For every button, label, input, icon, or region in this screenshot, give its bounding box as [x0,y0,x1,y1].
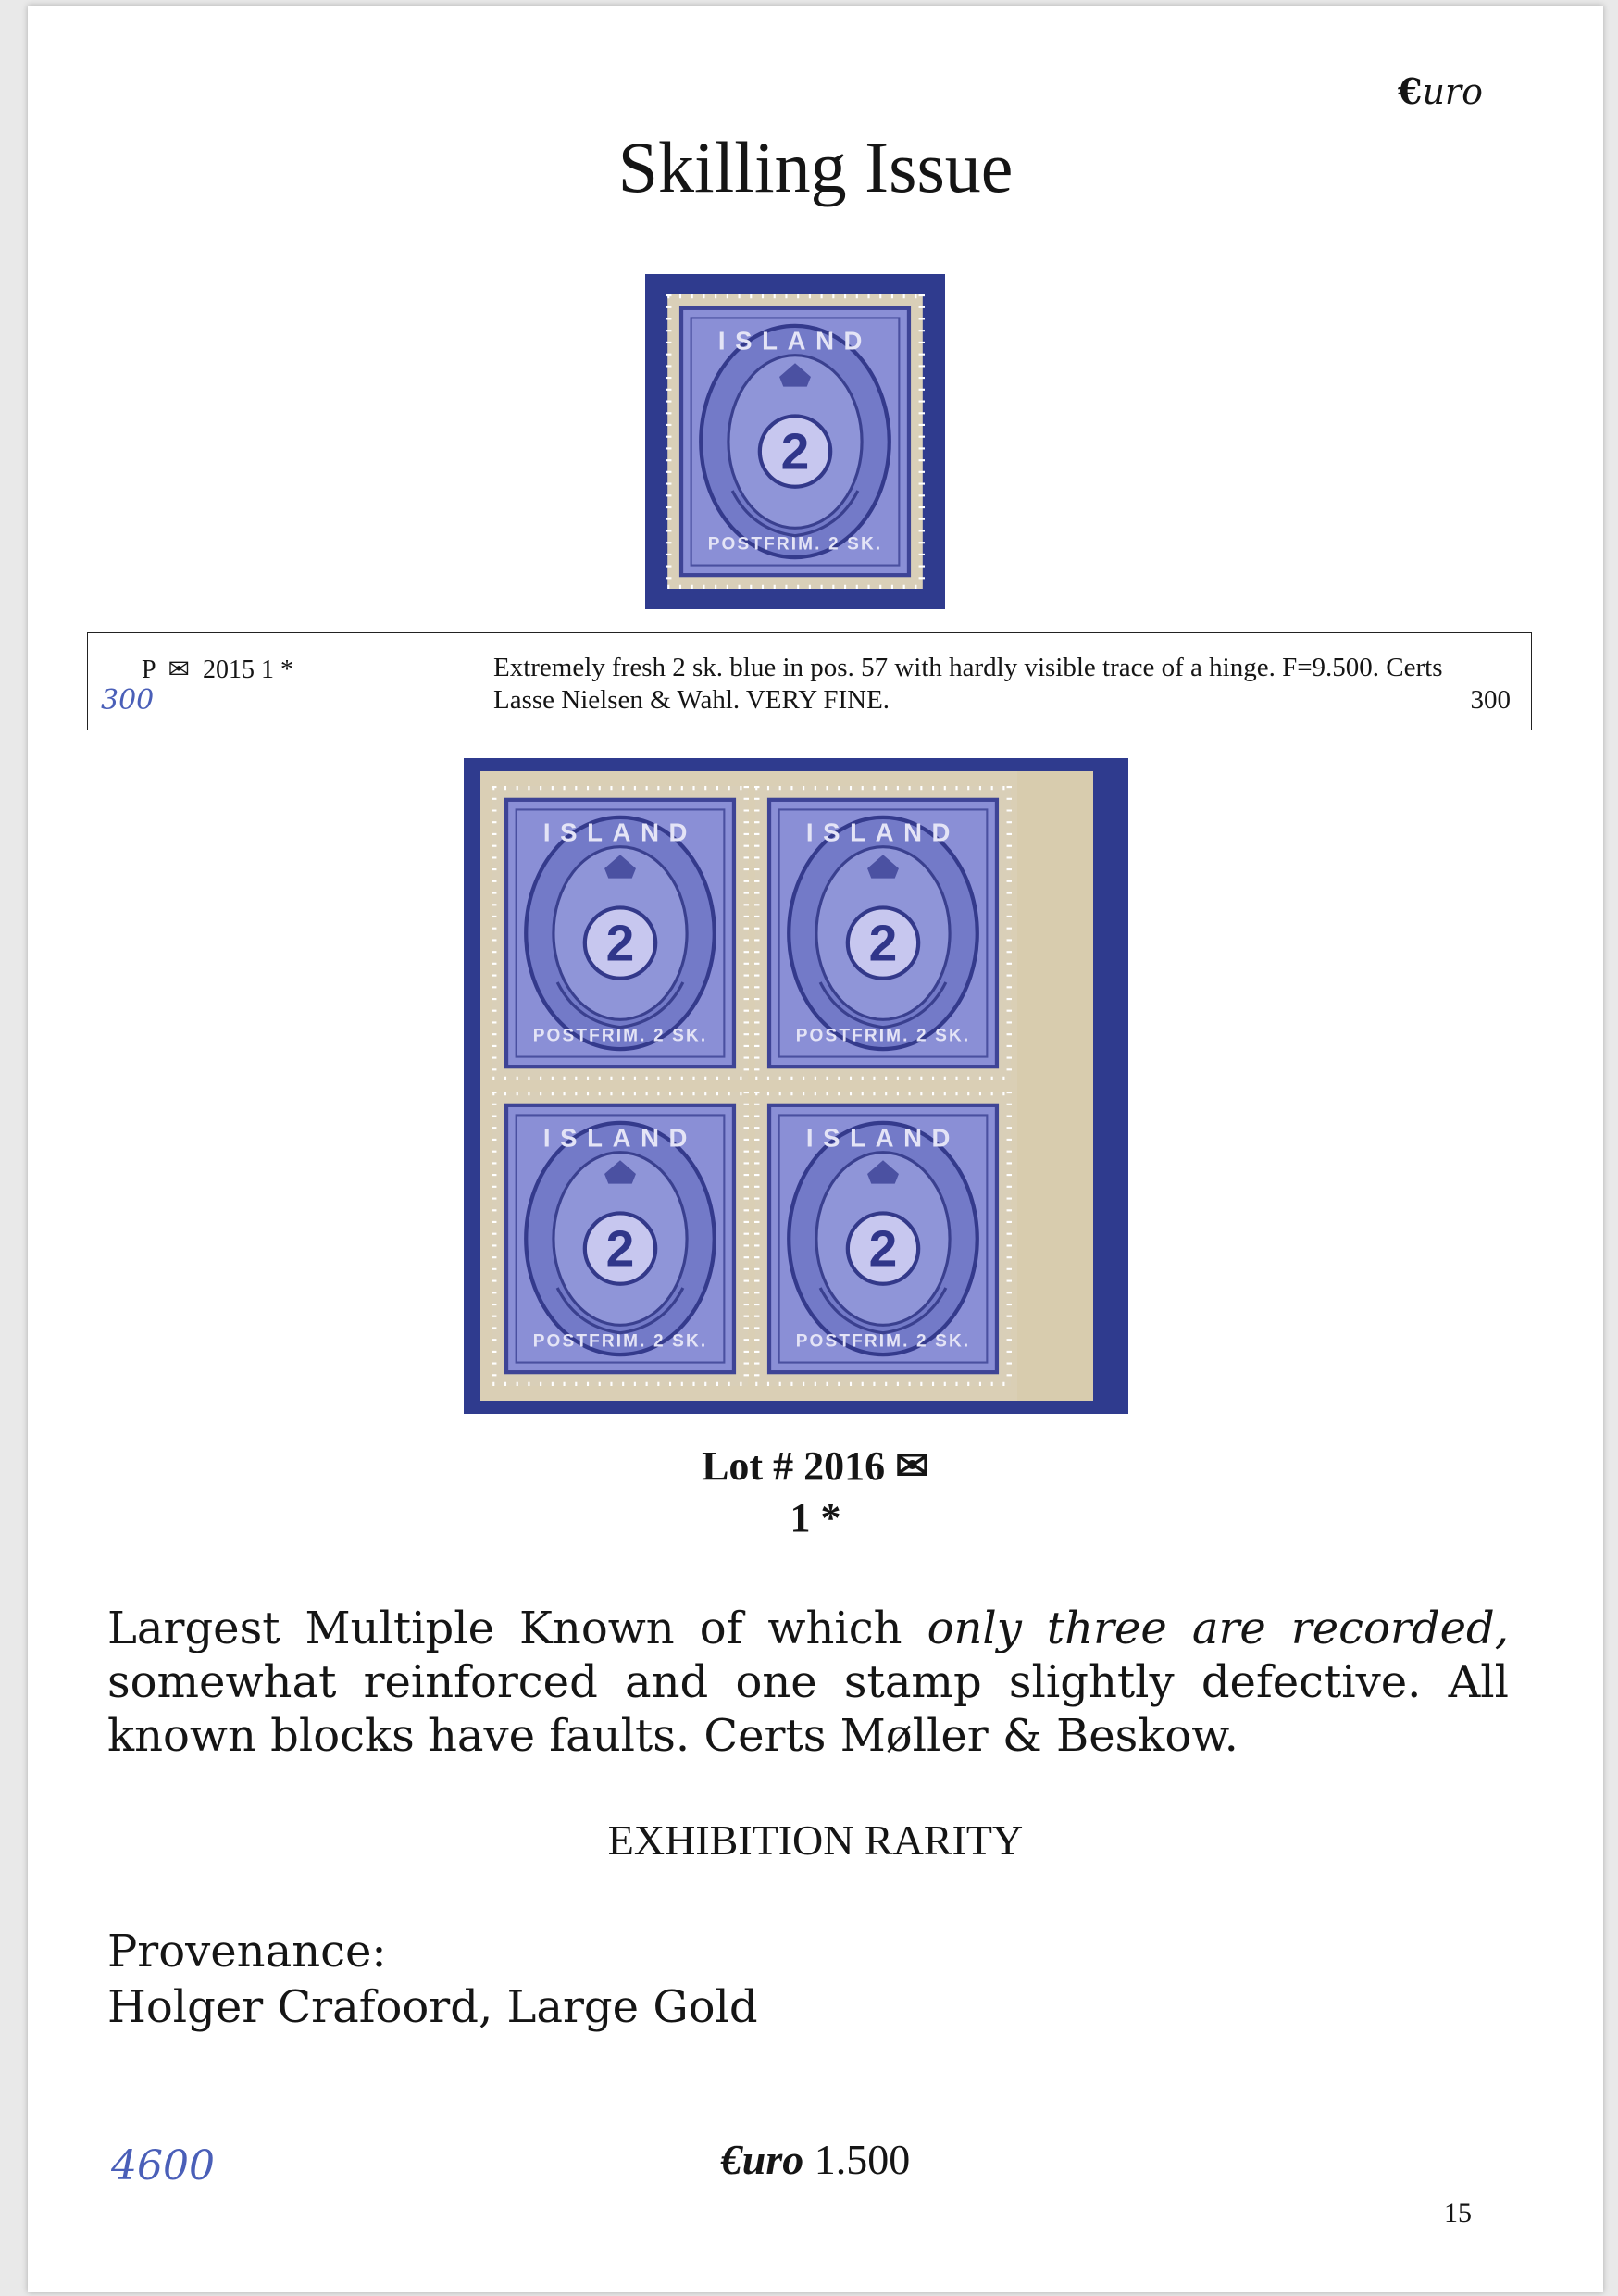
provenance-label: Provenance: [107,1926,387,1978]
handwritten-note-text: 4600 [111,2142,215,2190]
provenance [107,1924,758,2035]
price-value: 1.500 [814,2136,911,2183]
block-stamp-top-left [492,786,748,1080]
rarity-label: EXHIBITION RARITY [607,1816,1024,1864]
stamp-2sk [667,294,923,589]
stamp-symbol-icon: ✉ [161,655,197,684]
description-part2: somewhat reinforced and one stamp slightly defective. All known blocks have faults. Certs Møller & Beskow. [107,1656,1509,1762]
description-italic: only three are recorded, [927,1603,1509,1654]
page-title: Skilling Issue [617,127,1014,207]
lot-2015-box [87,632,1532,730]
lot-number: 2015 [203,655,255,684]
block-of-four-image [464,758,1128,1414]
currency-word: uro [1422,71,1483,112]
lot-prefix: P [142,655,156,684]
handwritten-note-300 [101,676,166,718]
lot-2016-catalogue: 1 * [790,1495,841,1541]
lot-2016-description [107,1602,1509,1763]
description-part1: Largest Multiple Known of which [107,1603,927,1654]
currency-label [1398,70,1483,112]
block-stamp-bottom-right [755,1092,1011,1386]
block-stamp-bottom-left [492,1092,748,1386]
lot-2016-price [28,2135,1603,2184]
lot-2015-price: 300 [1470,685,1511,715]
stamp-symbol-icon: ✉ [895,1443,929,1489]
provenance-value: Holger Crafoord, Large Gold [107,1981,758,2033]
price-currency: €uro [720,2136,804,2183]
catalogue-number: 1 * [261,655,294,684]
single-stamp-image [645,274,945,609]
catalogue-page [28,6,1603,2292]
page-number: 15 [1444,2198,1472,2228]
lot-2015-description: Extremely fresh 2 sk. blue in pos. 57 with hardly visible trace of a hinge. F=9.500. Certs Lasse Nielsen & Wahl. VERY FINE. [493,653,1443,715]
block-stamp-top-right [755,786,1011,1080]
lot-2016-title: Lot # 2016 [702,1443,886,1489]
euro-symbol: € [1398,70,1423,112]
handwritten-note-text: 300 [101,684,155,717]
sheet-margin [1017,771,1093,1401]
lot-2016-heading [28,1441,1603,1544]
